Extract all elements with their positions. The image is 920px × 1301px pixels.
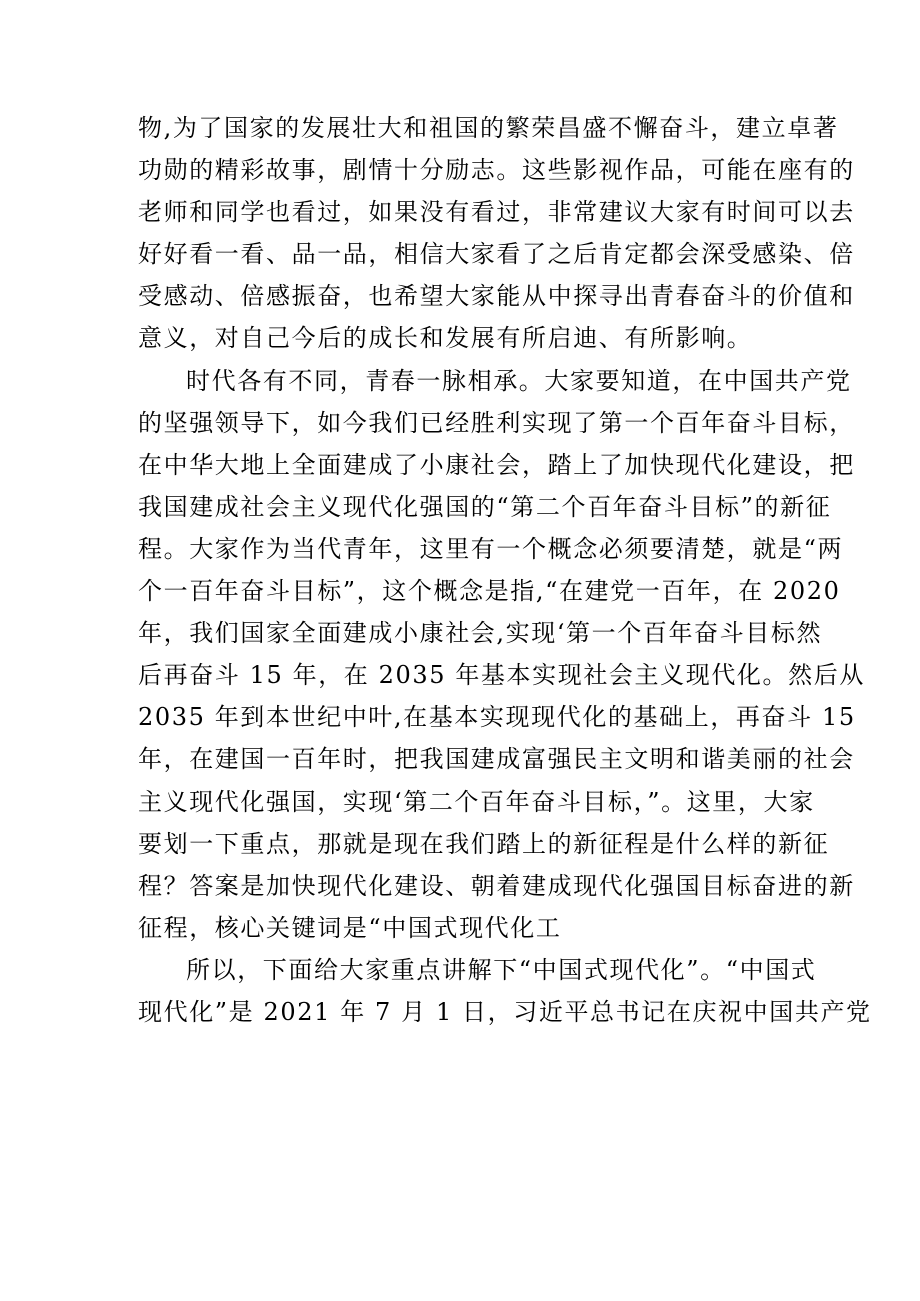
text-line: 年，在建国一百年时，把我国建成富强民主文明和谐美丽的社会	[138, 745, 855, 774]
text-line: 我国建成社会主义现代化强国的“第二个百年奋斗目标”的新征	[138, 492, 832, 521]
text-line: 好好看一看、品一品，相信大家看了之后肯定都会深受感染、倍	[138, 240, 855, 269]
text-line: 程？答案是加快现代化建设、朝着建成现代化强国目标奋进的新	[138, 871, 855, 900]
text-line: 征程，核心关键词是“中国式现代化工	[138, 913, 562, 942]
text-line: 个一百年奋斗目标”，这个概念是指,“在建党一百年，在 2020	[138, 577, 841, 606]
text-line: 年，我们国家全面建成小康社会,实现‘第一个百年奋斗目标然	[138, 619, 823, 648]
text-line: 程。大家作为当代青年，这里有一个概念必须要清楚，就是“两	[138, 534, 844, 563]
text-line: 2035 年到本世纪中叶,在基本实现现代化的基础上，再奋斗 15	[138, 703, 856, 732]
text-line: 要划一下重点，那就是现在我们踏上的新征程是什么样的新征	[138, 829, 830, 858]
text-line: 功勋的精彩故事，剧情十分励志。这些影视作品，可能在座有的	[138, 156, 855, 185]
text-line: 时代各有不同，青春一脉相承。大家要知道，在中国共产党	[186, 366, 852, 395]
text-line: 现代化”是 2021 年 7 月 1 日，习近平总书记在庆祝中国共产党	[138, 997, 872, 1026]
text-line: 物,为了国家的发展壮大和祖国的繁荣昌盛不懈奋斗，建立卓著	[138, 114, 839, 142]
body-text	[138, 107, 872, 1033]
text-line: 主义现代化强国，实现‘第二个百年奋斗目标，”。这里，大家	[138, 787, 815, 816]
text-line: 意义，对自己今后的成长和发展有所启迪、有所影响。	[138, 324, 753, 353]
text-line: 后再奋斗 15 年，在 2035 年基本实现社会主义现代化。然后从	[138, 661, 865, 690]
text-line: 的坚强领导下，如今我们已经胜利实现了第一个百年奋斗目标，	[138, 408, 855, 437]
text-line: 所以，下面给大家重点讲解下“中国式现代化”。“中国式	[186, 955, 817, 984]
text-line: 老师和同学也看过，如果没有看过，非常建议大家有时间可以去	[138, 198, 855, 227]
text-line: 在中华大地上全面建成了小康社会，踏上了加快现代化建设，把	[138, 450, 855, 479]
text-line: 受感动、倍感振奋，也希望大家能从中探寻出青春奋斗的价值和	[138, 282, 855, 311]
